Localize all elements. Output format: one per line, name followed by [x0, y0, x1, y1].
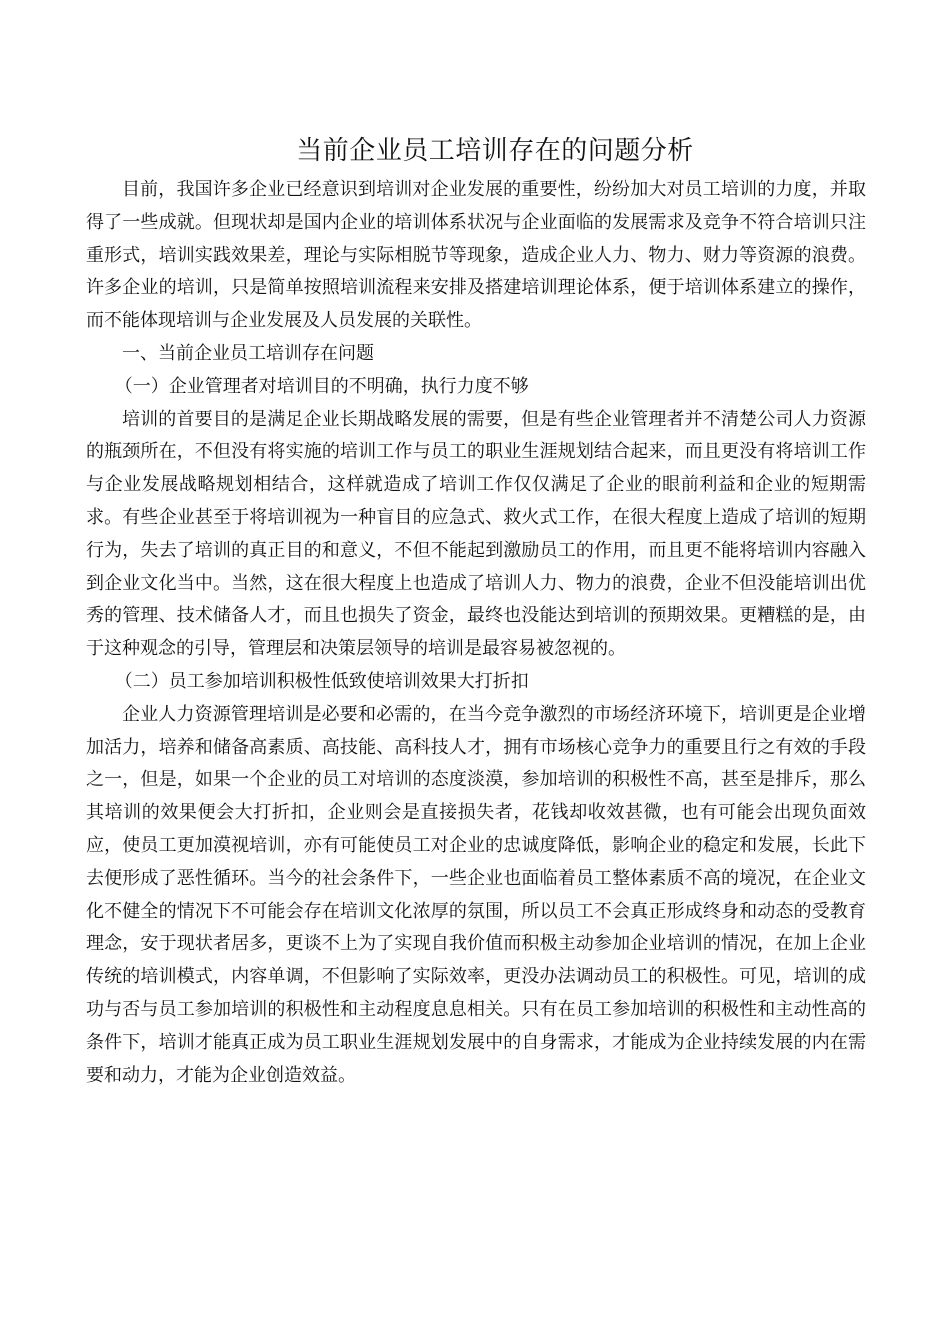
- section-heading-1: 一、当前企业员工培训存在问题: [122, 342, 374, 364]
- subsection-heading-2: （二）员工参加培训积极性低致使培训效果大打折扣: [114, 670, 529, 692]
- document-page: [86, 128, 866, 1092]
- subsection-1-paragraph: 培训的首要目的是满足企业长期战略发展的需要，但是有些企业管理者并不清楚公司人力资源的瓶颈所在，不但没有将实施的培训工作与员工的职业生涯规划结合起来，而且更没有将培训工作与企业发展战略规划相结合，这样就造成了培训工作仅仅满足了企业的眼前利益和企业的短期需求。有些企业甚至于将培训视为一种盲目的应急式、救火式工作，在很大程度上造成了培训的短期行为，失去了培训的真正目的和意义，不但不能起到激励员工的作用，而且更不能将培训内容融入到企业文化当中。当然，这在很大程度上也造成了培训人力、物力的浪费，企业不但没能培训出优秀的管理、技术储备人才，而且也损失了资金，最终也没能达到培训的预期效果。更糟糕的是，由于这种观念的引导，管理层和决策层领导的培训是最容易被忽视的。: [86, 408, 866, 660]
- subsection-2-paragraph: 企业人力资源管理培训是必要和必需的，在当今竞争激烈的市场经济环境下，培训更是企业增加活力，培养和储备高素质、高技能、高科技人才，拥有市场核心竞争力的重要且行之有效的手段之一，但是，如果一个企业的员工对培训的态度淡漠，参加培训的积极性不高，甚至是排斥，那么其培训的效果便会大打折扣，企业则会是直接损失者，花钱却收效甚微，也有可能会出现负面效应，使员工更加漠视培训，亦有可能使员工对企业的忠诚度降低，影响企业的稳定和发展，长此下去便形成了恶性循环。当今的社会条件下，一些企业也面临着员工整体素质不高的境况，在企业文化不健全的情况下不可能会存在培训文化浓厚的氛围，所以员工不会真正形成终身和动态的受教育理念，安于现状者居多，更谈不上为了实现自我价值而积极主动参加企业培训的情况，在加上企业传统的培训模式，内容单调，不但影响了实际效率，更没办法调动员工的积极性。可见，培训的成功与否与员工参加培训的积极性和主动程度息息相关。只有在员工参加培训的积极性和主动性高的条件下，培训才能真正成为员工职业生涯规划发展中的自身需求，才能成为企业持续发展的内在需要和动力，才能为企业创造效益。: [86, 703, 866, 1086]
- intro-paragraph: 目前，我国许多企业已经意识到培训对企业发展的重要性，纷纷加大对员工培训的力度，并取得了一些成就。但现状却是国内企业的培训体系状况与企业面临的发展需求及竞争不符合培训只注重形式，培训实践效果差，理论与实际相脱节等现象，造成企业人力、物力、财力等资源的浪费。许多企业的培训，只是简单按照培训流程来安排及搭建培训理论体系，便于培训体系建立的操作，而不能体现培训与企业发展及人员发展的关联性。: [86, 179, 866, 332]
- subsection-heading-1: （一）企业管理者对培训目的不明确，执行力度不够: [114, 375, 529, 397]
- document-title: 当前企业员工培训存在的问题分析: [296, 136, 694, 166]
